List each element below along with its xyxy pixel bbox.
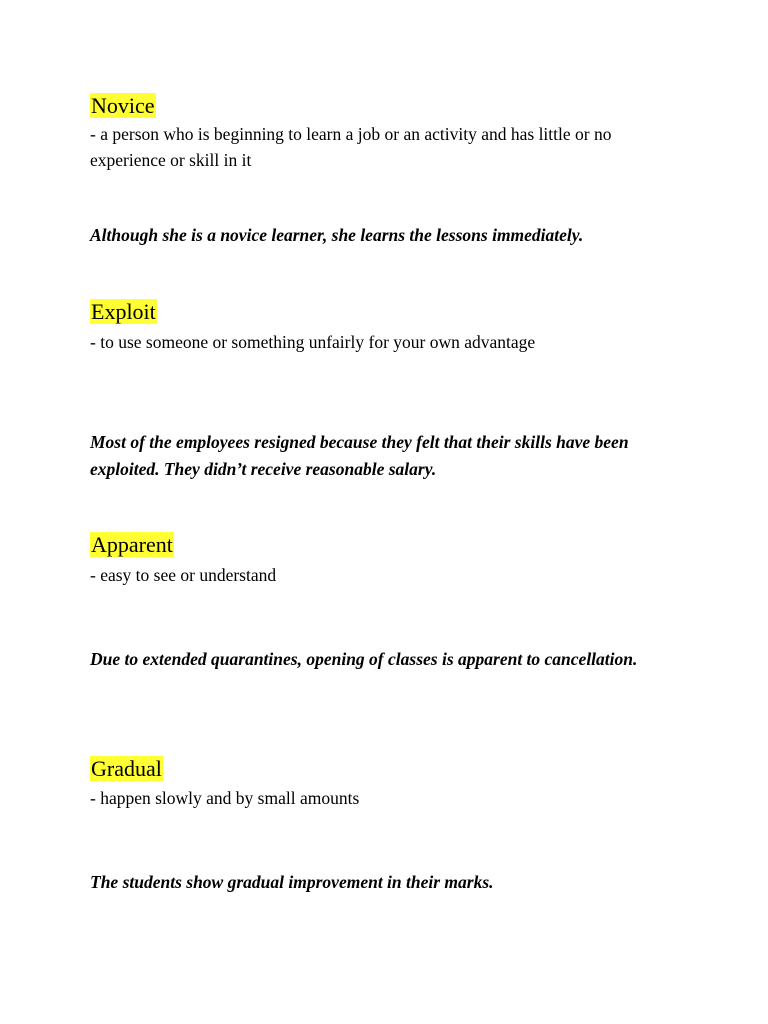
term-heading	[90, 756, 163, 782]
term-heading	[90, 93, 156, 119]
vocabulary-document	[90, 0, 690, 1024]
term-definition: - easy to see or understand	[90, 565, 277, 585]
term-heading	[90, 532, 174, 558]
term-highlight: Novice	[91, 93, 155, 118]
term-definition: - a person who is beginning to learn a job or an activity and has little or no experience or skill in it	[90, 124, 612, 170]
term-example-sentence: Due to extended quarantines, opening of classes is apparent to cancellation.	[90, 649, 638, 669]
term-example-sentence: The students show gradual improvement in their marks.	[90, 872, 494, 892]
term-definition: - happen slowly and by small amounts	[90, 788, 360, 808]
term-highlight: Apparent	[91, 532, 173, 557]
term-definition: - to use someone or something unfairly for your own advantage	[90, 332, 536, 352]
term-example-sentence: Most of the employees resigned because they felt that their skills have been exploited. They didn’t receive reasonable salary.	[90, 432, 629, 479]
term-highlight: Exploit	[91, 299, 156, 324]
term-heading	[90, 299, 157, 325]
term-example-sentence: Although she is a novice learner, she learns the lessons immediately.	[90, 225, 584, 245]
term-highlight: Gradual	[91, 756, 162, 781]
